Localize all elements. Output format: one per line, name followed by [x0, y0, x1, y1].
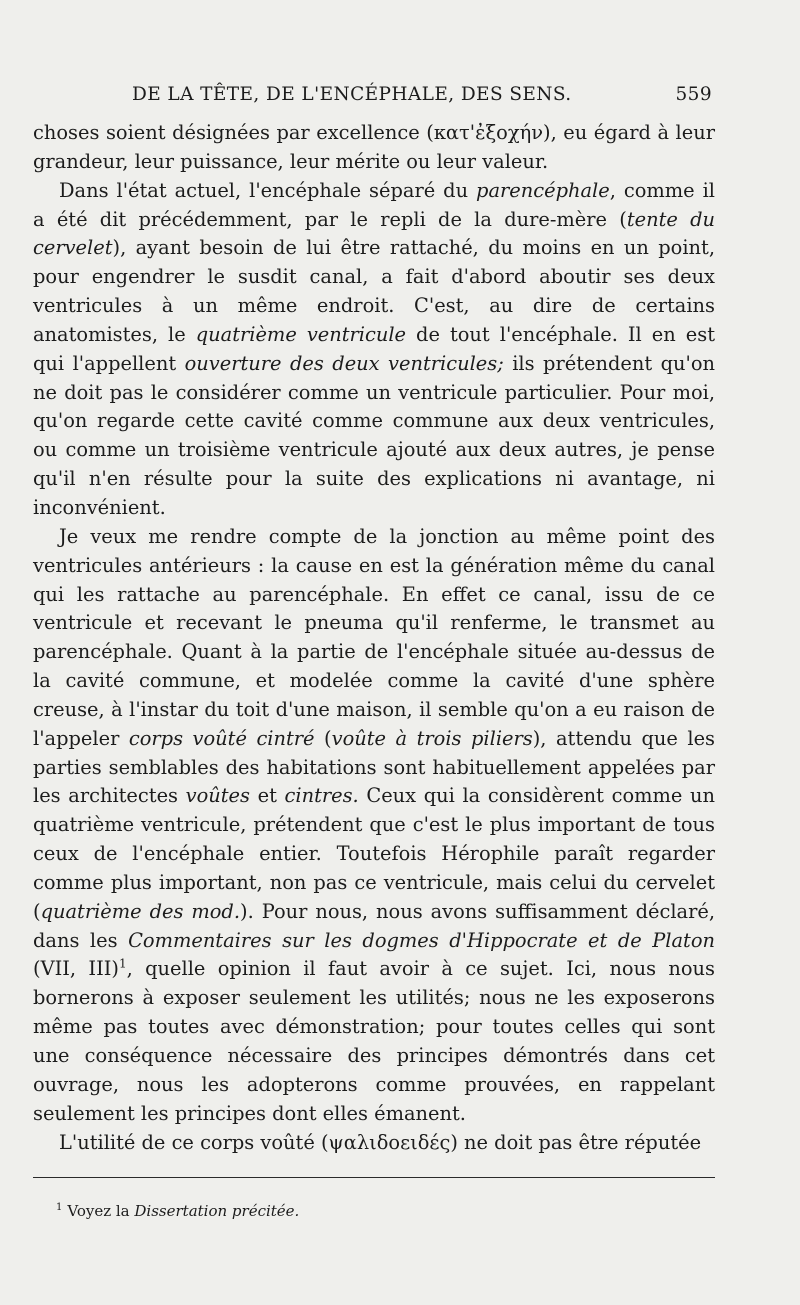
roman-numeral: III — [88, 957, 112, 981]
italic-term: cintres. — [284, 784, 359, 808]
text-run: (VII, — [33, 957, 89, 981]
text-run: ) ne doit pas être réputée — [450, 1130, 702, 1154]
text-run: , quelle opinion il faut avoir à ce sujet. Ici, nous nous bornerons à exposer seulement les utilités; nous ne les exposerons même pas toutes avec démonstration; pour toutes celles qui sont une conséquence nécessaire des principes démontrés dans cet ouvrage, nous les adopterons comme prouvées, en rappelant seulement les principes dont elles émanent. — [33, 957, 715, 1125]
text-run: ) — [111, 957, 119, 981]
text-run: ( — [314, 726, 332, 750]
body-text — [33, 119, 715, 1157]
running-title: DE LA TÊTE, DE L'ENCÉPHALE, DES SENS. — [132, 84, 572, 105]
paragraph-2 — [33, 177, 715, 523]
italic-term: ouverture des deux ventricules; — [184, 351, 504, 375]
italic-term: voûtes — [185, 784, 250, 808]
text-run: Je veux me rendre compte de la jonction au même point des ventricules antérieurs : la cause en est la génération même du canal qui les rattache au parencéphale. En effet ce canal, issu de ce ventricule et recevant le pneuma qu'il renferme, le transmet au parencéphale. Quant à la partie de l'encéphale située au-dessus de la cavité commune, et modelée comme la cavité d'une sphère creuse, à l'instar du toit d'une maison, il semble qu'on a eu raison de l'appeler — [33, 524, 715, 750]
text-run: et — [249, 784, 285, 808]
paragraph-1 — [33, 119, 715, 177]
text-run: , comme il a été dit précédemment, par le repli de la dure-mère ( — [33, 178, 715, 231]
page-number: 559 — [675, 84, 712, 105]
text-run: ), attendu que les parties semblables des habitations sont habituellement appelées par les architectes — [33, 726, 716, 808]
text-run: ), ayant besoin de lui être rattaché, du moins en un point, pour engendrer le susdit canal, a fait d'abord aboutir ses deux ventricules à un même endroit. C'est, au dire de certains anatomistes, le — [33, 236, 715, 346]
text-run: Dans l'état actuel, l'encéphale séparé du — [59, 178, 477, 202]
italic-term: quatrième des mod. — [40, 899, 241, 923]
italic-term: tente du cervelet — [33, 207, 716, 260]
footnote-rule — [33, 1177, 715, 1178]
footnote-italic-title: Dissertation précitée. — [134, 1202, 300, 1220]
italic-term: parencéphale — [476, 178, 610, 202]
text-run: ), eu égard à leur grandeur, leur puissance, leur mérite ou leur valeur. — [33, 121, 715, 173]
footnote — [56, 1197, 696, 1222]
text-run: L'utilité de ce corps voûté ( — [59, 1130, 329, 1154]
italic-title: Commentaires sur les dogmes d'Hippocrate et de Platon — [128, 928, 715, 952]
footnote-text: Voyez la — [67, 1202, 135, 1220]
footnote-mark: 1 — [56, 1202, 63, 1213]
greek-term: ψαλιδοειδές — [328, 1130, 451, 1154]
italic-term: corps voûté cintré — [128, 726, 315, 750]
paragraph-4 — [33, 1129, 715, 1158]
paragraph-3 — [33, 523, 715, 1129]
text-run: ). Pour nous, nous avons suffisamment déclaré, dans les — [33, 899, 715, 952]
greek-term: κατ'ἐξοχήν — [433, 121, 543, 144]
italic-term: quatrième ventricule — [195, 322, 407, 346]
text-run: de tout l'encéphale. Il en est qui l'appellent — [33, 322, 715, 375]
text-run: Ceux qui la considèrent comme un quatrième ventricule, prétendent que c'est le plus important de tous ceux de l'encéphale entier. Toutefois Hérophile paraît regarder comme plus important, non pas ce ventricule, mais celui du cervelet ( — [33, 784, 715, 923]
text-run: ils prétendent qu'on ne doit pas le considérer comme un ventricule particulier. Pour moi, qu'on regarde cette cavité comme commune aux deux ventricules, ou comme un troisième ventricule ajouté aux deux autres, je pense qu'il n'en résulte pour la suite des explications ni avantage, ni inconvénient. — [33, 351, 715, 519]
text-run: choses soient désignées par excellence ( — [33, 121, 434, 144]
running-header — [32, 84, 712, 114]
italic-term: voûte à trois piliers — [331, 726, 533, 750]
footnote-ref[interactable]: 1 — [118, 957, 127, 971]
